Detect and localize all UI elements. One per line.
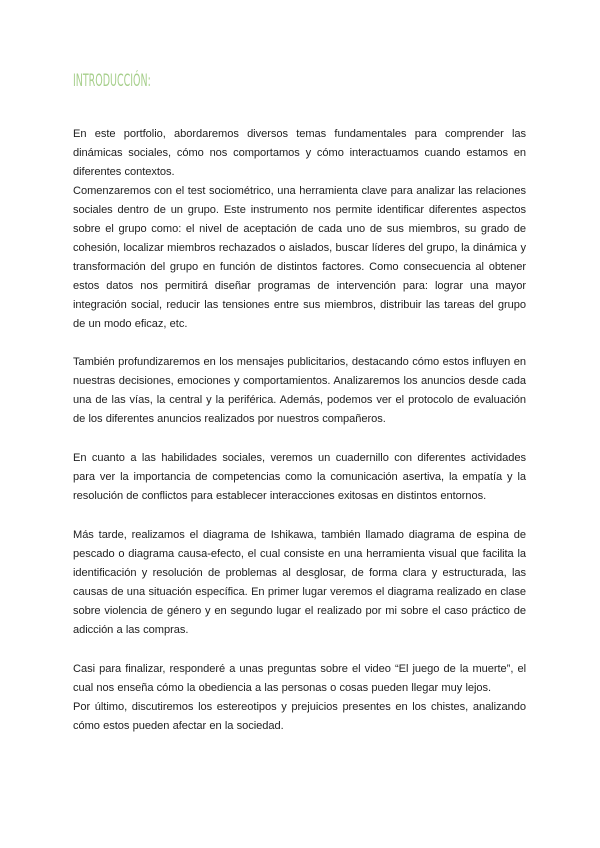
paragraph-ishikawa: Más tarde, realizamos el diagrama de Ishikawa, también llamado diagrama de espina de pescado o diagrama causa-efecto, el cual consiste en una herramienta visual que facilita la identificación y resolución de problemas al desglosar, de forma clara y estructurada, las causas de una situación específica. En primer lugar veremos el diagrama realizado en clase sobre violencia de género y en segundo lugar el realizado por mi sobre el caso práctico de adicción a las compras.	[73, 529, 526, 636]
text-block-social-skills	[73, 449, 526, 506]
paragraph-stereotypes: Por último, discutiremos los estereotipos y prejuicios presentes en los chistes, analizando cómo estos pueden afectar en la sociedad.	[73, 701, 526, 732]
text-block-intro	[73, 125, 526, 334]
paragraph-sociometric-test: Comenzaremos con el test sociométrico, una herramienta clave para analizar las relaciones sociales dentro de un grupo. Este instrumento nos permite identificar diferentes aspectos sobre el grupo como: el nivel de aceptación de cada uno de sus miembros, su grado de cohesión, localizar miembros rechazados o aislados, buscar líderes del grupo, la dinámica y transformación del grupo en función de distintos factores. Como consecuencia al obtener estos datos nos permitirá diseñar programas de intervención para: lograr una mayor integración social, reducir las tensiones entre sus miembros, distribuir las tareas del grupo de un modo eficaz, etc.	[73, 185, 526, 330]
text-block-closing	[73, 660, 526, 736]
text-block-ishikawa	[73, 526, 526, 640]
paragraph-social-skills: En cuanto a las habilidades sociales, veremos un cuadernillo con diferentes actividades para ver la importancia de competencias como la comunicación asertiva, la empatía y la resolución de conflictos para establecer interacciones exitosas en distintos entornos.	[73, 452, 526, 502]
paragraph-advertising: También profundizaremos en los mensajes publicitarios, destacando cómo estos influyen en nuestras decisiones, emociones y comportamientos. Analizaremos los anuncios desde cada una de las vías, la central y la periférica. Además, podemos ver el protocolo de evaluación de los diferentes anuncios realizados por nuestros compañeros.	[73, 356, 526, 425]
section-heading: INTRODUCCIÓN:	[73, 71, 151, 91]
text-block-advertising	[73, 353, 526, 429]
paragraph-portfolio-overview: En este portfolio, abordaremos diversos temas fundamentales para comprender las dinámicas sociales, cómo nos comportamos y cómo interactuamos cuando estamos en diferentes contextos.	[73, 128, 526, 178]
paragraph-video-questions: Casi para finalizar, responderé a unas preguntas sobre el video “El juego de la muerte”, el cual nos enseña cómo la obediencia a las personas o cosas pueden llegar muy lejos.	[73, 663, 526, 694]
